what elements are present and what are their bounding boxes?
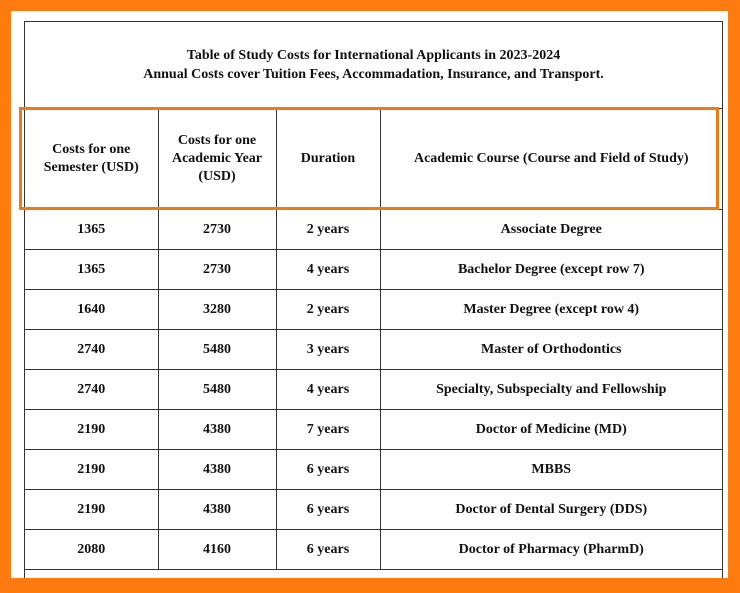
cost-sheet bbox=[24, 21, 723, 578]
course-cell: Specialty, Subspecialty and Fellowship bbox=[380, 370, 722, 410]
year-cost-cell: 4380 bbox=[158, 410, 276, 450]
duration-cell: 3 years bbox=[276, 330, 380, 370]
table-row bbox=[25, 410, 722, 450]
col-header-course: Academic Course (Course and Field of Study) bbox=[380, 109, 722, 210]
semester-cost-cell: 2190 bbox=[25, 490, 158, 530]
duration-cell: 2 years bbox=[276, 290, 380, 330]
table-row bbox=[25, 450, 722, 490]
col-header-semester-cost: Costs for one Semester (USD) bbox=[25, 109, 158, 210]
semester-cost-cell: 2080 bbox=[25, 530, 158, 570]
course-cell: Doctor of Pharmacy (PharmD) bbox=[380, 530, 722, 570]
course-cell: Bachelor Degree (except row 7) bbox=[380, 250, 722, 290]
table-row bbox=[25, 530, 722, 570]
year-cost-cell: 4380 bbox=[158, 490, 276, 530]
semester-cost-cell: 1640 bbox=[25, 290, 158, 330]
course-cell: Master Degree (except row 4) bbox=[380, 290, 722, 330]
year-cost-cell: 4160 bbox=[158, 530, 276, 570]
table-row bbox=[25, 490, 722, 530]
table-row bbox=[25, 290, 722, 330]
semester-cost-cell: 1365 bbox=[25, 250, 158, 290]
duration-cell: 2 years bbox=[276, 210, 380, 250]
table-row bbox=[25, 370, 722, 410]
header-row bbox=[25, 109, 722, 210]
course-cell: Doctor of Medicine (MD) bbox=[380, 410, 722, 450]
course-cell: MBBS bbox=[380, 450, 722, 490]
semester-cost-cell: 1365 bbox=[25, 210, 158, 250]
year-cost-cell: 2730 bbox=[158, 210, 276, 250]
title-line-2: Annual Costs cover Tuition Fees, Accommadation, Insurance, and Transport. bbox=[143, 67, 604, 82]
col-header-year-cost: Costs for one Academic Year (USD) bbox=[158, 109, 276, 210]
table-row bbox=[25, 250, 722, 290]
duration-cell: 6 years bbox=[276, 530, 380, 570]
orange-frame bbox=[11, 11, 728, 578]
semester-cost-cell: 2740 bbox=[25, 330, 158, 370]
table-title bbox=[25, 22, 722, 108]
course-cell: Doctor of Dental Surgery (DDS) bbox=[380, 490, 722, 530]
course-cell: Master of Orthodontics bbox=[380, 330, 722, 370]
year-cost-cell: 5480 bbox=[158, 370, 276, 410]
study-costs-table bbox=[25, 108, 722, 570]
duration-cell: 4 years bbox=[276, 250, 380, 290]
semester-cost-cell: 2190 bbox=[25, 450, 158, 490]
year-cost-cell: 2730 bbox=[158, 250, 276, 290]
semester-cost-cell: 2190 bbox=[25, 410, 158, 450]
duration-cell: 6 years bbox=[276, 450, 380, 490]
table-row bbox=[25, 330, 722, 370]
table-row bbox=[25, 210, 722, 250]
duration-cell: 4 years bbox=[276, 370, 380, 410]
semester-cost-cell: 2740 bbox=[25, 370, 158, 410]
year-cost-cell: 3280 bbox=[158, 290, 276, 330]
title-line-1: Table of Study Costs for International Applicants in 2023-2024 bbox=[186, 48, 561, 63]
col-header-duration: Duration bbox=[276, 109, 380, 210]
duration-cell: 6 years bbox=[276, 490, 380, 530]
year-cost-cell: 4380 bbox=[158, 450, 276, 490]
course-cell: Associate Degree bbox=[380, 210, 722, 250]
year-cost-cell: 5480 bbox=[158, 330, 276, 370]
duration-cell: 7 years bbox=[276, 410, 380, 450]
